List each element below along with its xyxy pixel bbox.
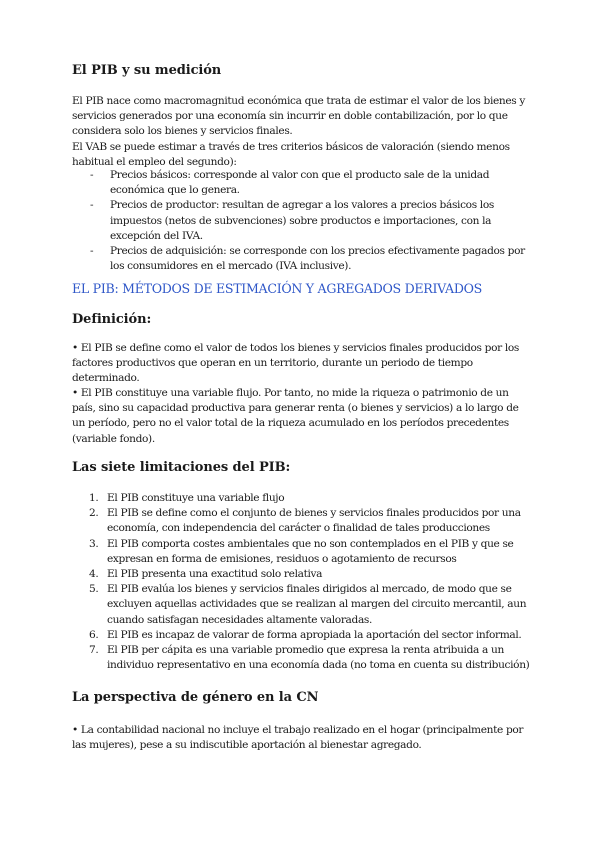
list-item: - Precios de productor: resultan de agregar a los valores a precios básicos los impuestos (netos de subvenciones) sobre productos e importaciones, con la excepción del IVA. (90, 199, 494, 242)
genero-paragraph: • La contabilidad nacional no incluye el trabajo realizado en el hogar (principalmente por las mujeres), pese a su indiscutible aportación al bienestar agregado. (72, 724, 524, 752)
list-item: - Precios básicos: corresponde al valor con que el producto sale de la unidad económica que lo genera. (90, 169, 490, 197)
intro-paragraph: El PIB nace como macromagnitud económica que trata de estimar el valor de los bienes y servicios generados por una economía sin incurrir en doble contabilización, por lo que considera solo los bienes y servicios finales. (72, 95, 526, 138)
list-item: 3. El PIB comporta costes ambientales que no son contemplados en el PIB y que se expresan en forma de emisiones, residuos o agotamiento de recursos (89, 537, 514, 565)
vab-paragraph: El VAB se puede estimar a través de tres criterios básicos de valoración (siendo menos habitual el empleo del segundo): (72, 141, 510, 169)
definicion-title: Definición: (72, 312, 152, 327)
dash-marker: - (90, 199, 94, 212)
list-item: 4. El PIB presenta una exactitud solo relativa (89, 568, 323, 581)
dash-marker: - (90, 169, 94, 181)
limitaciones-list (89, 491, 530, 673)
list-item: 1. El PIB constituye una variable flujo (89, 492, 285, 504)
definicion-paragraph-2: • El PIB constituye una variable flujo. Por tanto, no mide la riqueza o patrimonio de un país, sino su capacidad productiva para generar renta (o bienes y servicios) a lo largo de un período, pero no el valor total de la riqueza acumulado en los períodos precedentes (variable fondo). (72, 387, 519, 445)
section-title-pib-medicion: El PIB y su medición (72, 63, 222, 78)
dash-marker: - (90, 245, 94, 258)
genero-title: La perspectiva de género en la CN (72, 690, 319, 705)
list-item: 2. El PIB se define como el conjunto de bienes y servicios finales producidos por una economía, con independencia del carácter o finalidad de tales producciones (89, 507, 521, 535)
list-item: 5. El PIB evalúa los bienes y servicios finales dirigidos al mercado, de modo que se excluyen aquellas actividades que se realizan al margen del circuito mercantil, aun cuando satisfagan necesidades altamente valoradas. (89, 583, 527, 626)
limitaciones-title: Las siete limitaciones del PIB: (72, 460, 291, 475)
definicion-paragraph-1: • El PIB se define como el valor de todos los bienes y servicios finales producidos por los factores productivos que operan en un territorio, durante un periodo de tiempo determinado. (72, 342, 519, 385)
section-title-metodos: EL PIB: MÉTODOS DE ESTIMACIÓN Y AGREGADOS DERIVADOS (72, 281, 482, 296)
list-item: 6. El PIB es incapaz de valorar de forma apropiada la aportación del sector informal. (89, 628, 522, 641)
valuation-criteria-list (90, 168, 530, 274)
list-item: - Precios de adquisición: se corresponde con los precios efectivamente pagados por los consumidores en el mercado (IVA inclusive). (90, 245, 525, 273)
list-item: 7. El PIB per cápita es una variable promedio que expresa la renta atribuida a un individuo representativo en una economía dada (no toma en cuenta su distribución) (89, 644, 530, 672)
